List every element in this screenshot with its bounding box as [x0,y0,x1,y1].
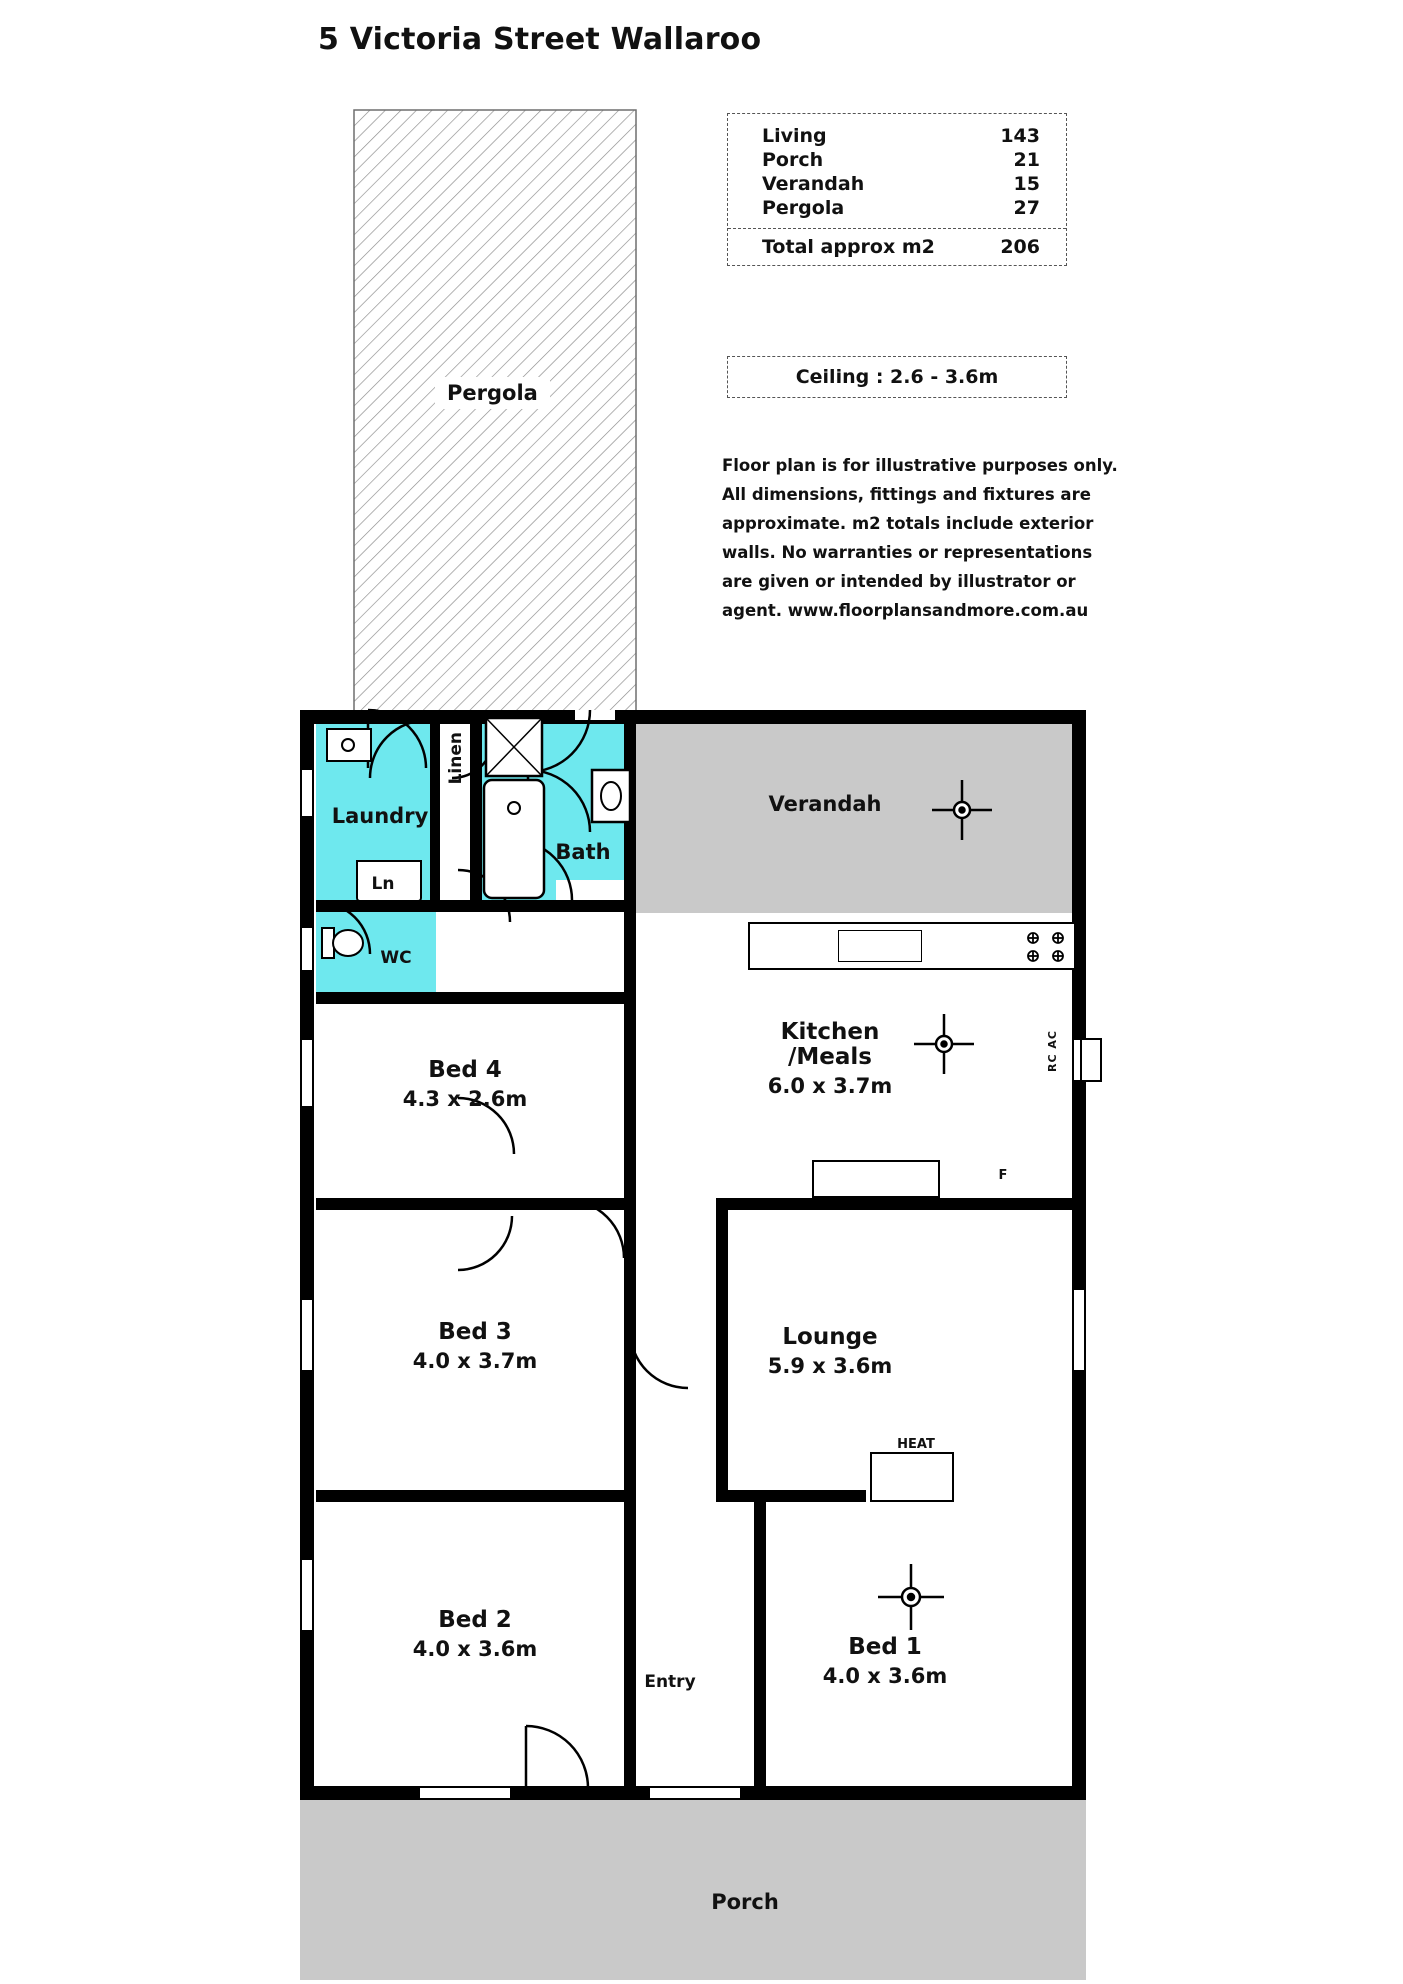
area-label: Porch [762,149,824,171]
room-label-bed3 [350,1320,600,1374]
room-label-porch: Porch [711,1890,779,1914]
area-divider [728,228,1066,229]
area-summary-box [727,113,1067,266]
heater-label: HEAT [897,1437,935,1452]
area-row-total [728,235,1066,259]
toilet [322,922,372,966]
area-total-label: Total approx m2 [762,236,935,258]
room-label-verandah: Verandah [768,792,882,816]
fridge [812,1160,940,1198]
bathroom-vanity [592,770,630,822]
area-row-porch [728,148,1066,172]
area-label: Verandah [762,173,865,195]
area-value: 27 [1013,197,1040,219]
area-row-verandah [728,172,1066,196]
room-label-bed1 [760,1635,1010,1689]
bed2-dimensions: 4.0 x 3.6m [412,1637,538,1661]
room-label-pergola: Pergola [435,377,550,409]
room-label-wc: WC [380,948,412,968]
kitchen-dimensions: 6.0 x 3.7m [767,1074,893,1098]
pergola-hatch [354,110,636,722]
area-row-living [728,124,1066,148]
rc-ac-label: RC AC [1046,1030,1059,1072]
kitchen-name-line2: /Meals [788,1044,872,1070]
rc-ac-unit [1080,1038,1102,1082]
bed3-dimensions: 4.0 x 3.7m [412,1349,538,1373]
area-label: Living [762,125,827,147]
bed3-name: Bed 3 [438,1319,512,1345]
bed1-name: Bed 1 [848,1634,922,1660]
page-title: 5 Victoria Street Wallaroo [318,22,762,57]
room-label-kitchen [700,1020,960,1099]
area-label: Pergola [762,197,845,219]
heater [870,1452,954,1502]
shower [486,718,542,776]
laundry-trough-bowl [338,736,358,756]
lounge-dimensions: 5.9 x 3.6m [767,1354,893,1378]
ceiling-height-box: Ceiling : 2.6 - 3.6m [727,356,1067,398]
room-label-bed2 [350,1608,600,1662]
area-value: 143 [1000,125,1040,147]
bathtub [484,780,544,898]
room-label-linen: Linen [446,732,466,785]
area-total-value: 206 [1000,236,1040,258]
room-label-bath: Bath [555,840,611,864]
kitchen-sink [838,930,922,962]
area-value: 15 [1013,173,1040,195]
area-row-pergola [728,196,1066,220]
room-label-entry: Entry [644,1672,696,1692]
bed1-dimensions: 4.0 x 3.6m [822,1664,948,1688]
room-label-ln: Ln [371,874,395,894]
disclaimer-text: Floor plan is for illustrative purposes only. All dimensions, fittings and fixtures are approximate. m2 totals include exterior walls. No warranties or representations are given or intended by illustrator or agent. www.floorplansandmore.com.au [722,456,1118,620]
room-label-bed4 [340,1058,590,1112]
kitchen-name-line1: Kitchen [780,1019,880,1045]
bed2-name: Bed 2 [438,1607,512,1633]
lounge-name: Lounge [782,1324,878,1350]
ceiling-fan-bed1 [876,1562,946,1632]
area-value: 21 [1013,149,1040,171]
cooktop [1018,926,1074,968]
room-label-laundry: Laundry [331,804,429,828]
bed4-name: Bed 4 [428,1057,502,1083]
bed4-dimensions: 4.3 x 2.6m [402,1087,528,1111]
fridge-label: F [998,1168,1008,1183]
room-label-lounge [700,1325,960,1379]
